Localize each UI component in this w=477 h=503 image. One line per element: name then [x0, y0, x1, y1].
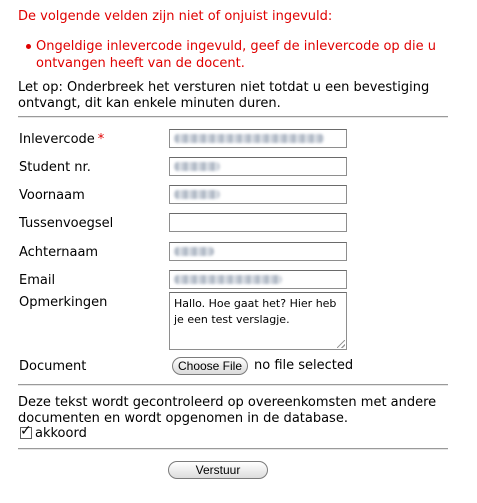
- error-list: [36, 38, 456, 72]
- obscured-value: [174, 275, 282, 284]
- tussenvoegsel-input[interactable]: [169, 213, 347, 232]
- agreement-checkbox[interactable]: [20, 423, 32, 439]
- submit-button[interactable]: Verstuur: [168, 461, 268, 479]
- opmerkingen-textarea[interactable]: [169, 292, 347, 350]
- email-input[interactable]: [169, 270, 347, 289]
- divider-bottom: [18, 448, 448, 450]
- inlevercode-label-text: Inlevercode: [19, 132, 95, 147]
- voornaam-label: Voornaam: [19, 188, 85, 203]
- obscured-value: [174, 162, 220, 171]
- achternaam-input[interactable]: [169, 242, 347, 261]
- checkmark-icon: ✓: [20, 423, 32, 439]
- error-item-text: Ongeldige inlevercode ingevuld, geef de inlevercode op die u ontvangen heeft van de docent.: [36, 39, 437, 71]
- file-status: no file selected: [254, 358, 354, 373]
- divider-middle: [18, 384, 448, 386]
- resize-grip-icon[interactable]: [337, 340, 345, 348]
- choose-file-button[interactable]: Choose File: [172, 357, 248, 375]
- inlevercode-label: [19, 132, 104, 147]
- divider-top: [18, 116, 448, 118]
- obscured-value: [174, 134, 324, 143]
- obscured-value: [174, 247, 214, 256]
- email-label: Email: [19, 273, 56, 288]
- student-nr-input[interactable]: [169, 157, 347, 176]
- error-item: [36, 38, 456, 72]
- document-label: Document: [19, 359, 87, 374]
- notice-text: Let op: Onderbreek het versturen niet totdat u een bevestiging ontvangt, dit kan enkele minuten duren.: [18, 80, 430, 111]
- inlevercode-input[interactable]: [169, 129, 347, 148]
- voornaam-input[interactable]: [169, 185, 347, 204]
- opmerkingen-value: Hallo. Hoe gaat het? Hier heb je een test verslagje.: [174, 297, 337, 326]
- obscured-value: [174, 190, 220, 199]
- tussenvoegsel-label: Tussenvoegsel: [19, 216, 114, 231]
- student-nr-label: Student nr.: [19, 160, 91, 175]
- achternaam-label: Achternaam: [19, 245, 99, 260]
- error-title: De volgende velden zijn niet of onjuist ingevuld:: [18, 9, 333, 24]
- bullet-icon: [26, 44, 31, 49]
- agreement-label[interactable]: akkoord: [35, 426, 87, 441]
- agreement-text: Deze tekst wordt gecontroleerd op overeenkomsten met andere documenten en wordt opgenomen in de database.: [18, 395, 437, 426]
- required-marker: *: [97, 132, 105, 147]
- opmerkingen-label: Opmerkingen: [19, 295, 108, 310]
